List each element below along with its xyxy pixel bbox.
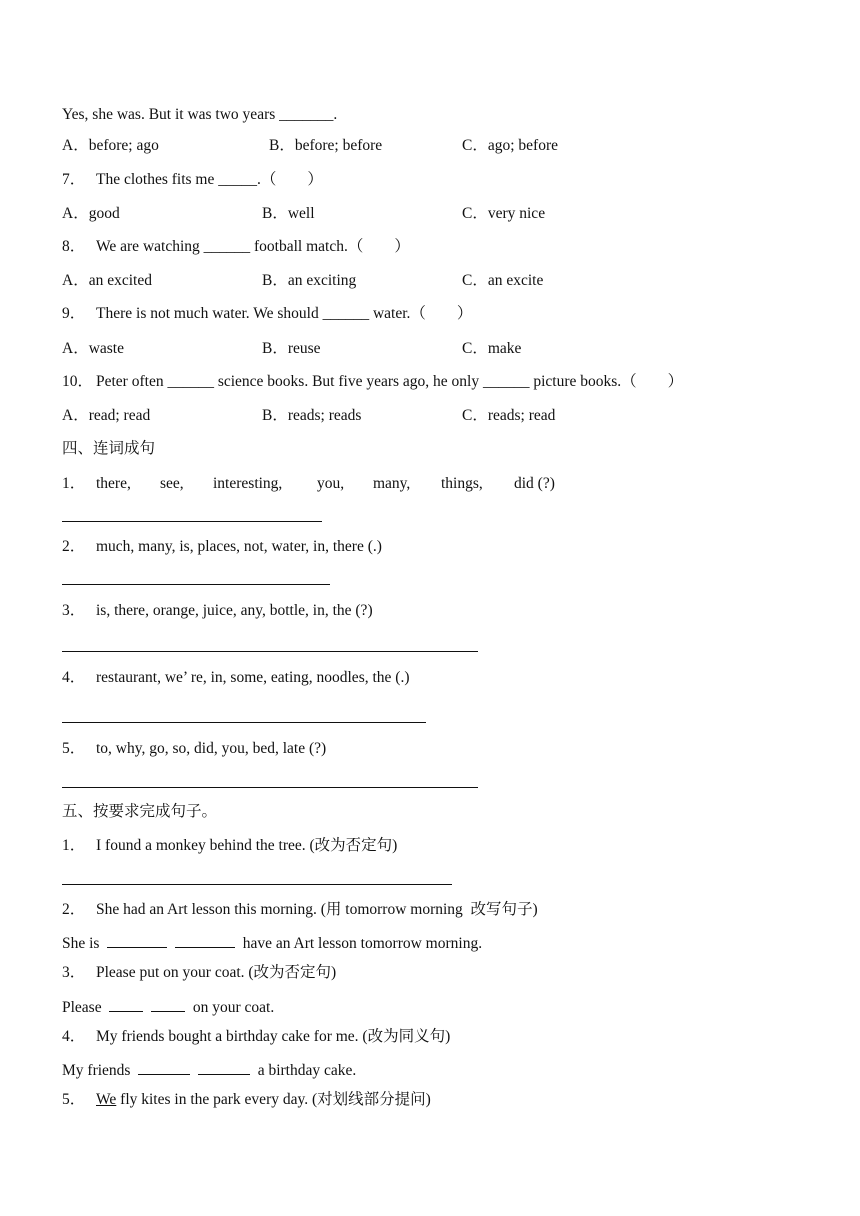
- question-10: [62, 372, 683, 392]
- blank[interactable]: [107, 932, 167, 948]
- q9-option-c: C．make: [462, 340, 522, 357]
- question-text: restaurant, we’ re, in, some, eating, noodles, the (.): [96, 669, 410, 686]
- q8-option-a: A．an excited: [62, 272, 152, 289]
- question-text: I found a monkey behind the tree. (改为否定句): [96, 837, 398, 854]
- question-number: 8．: [62, 238, 86, 255]
- s4-question-4: [62, 668, 409, 688]
- answer-suffix: a birthday cake.: [257, 1062, 357, 1079]
- q8-option-c: C．an excite: [462, 272, 544, 289]
- s4-question-3: [62, 601, 373, 621]
- q9-option-b: B．reuse: [262, 340, 321, 357]
- word: interesting,: [213, 475, 283, 492]
- question-8: [62, 237, 410, 257]
- s5-question-3: [62, 963, 336, 983]
- q10-option-a: A．read; read: [62, 407, 151, 424]
- word: there,: [96, 475, 131, 492]
- s5-question-4: [62, 1027, 450, 1047]
- answer-line[interactable]: [62, 584, 330, 585]
- question-number: 9．: [62, 305, 86, 322]
- question-text: We are watching ______ football match.（ ）: [96, 238, 410, 255]
- question-text: to, why, go, so, did, you, bed, late (?): [96, 740, 327, 757]
- q7-option-b: B．well: [262, 205, 315, 222]
- question-text: The clothes fits me _____.（ ）: [96, 171, 323, 188]
- word: did (?): [514, 475, 555, 492]
- answer-suffix: have an Art lesson tomorrow morning.: [242, 935, 483, 952]
- q6-option-a: A．before; ago: [62, 137, 159, 154]
- s4-question-5: [62, 739, 326, 759]
- question-text: much, many, is, places, not, water, in, there (.): [96, 538, 382, 555]
- word: you,: [317, 475, 345, 492]
- question-number: 4．: [62, 1028, 86, 1045]
- q8-option-b: B．an exciting: [262, 272, 357, 289]
- answer-suffix: on your coat.: [192, 999, 275, 1016]
- s5-question-5: [62, 1090, 431, 1110]
- question-number: 2．: [62, 901, 86, 918]
- answer-line[interactable]: [62, 722, 426, 723]
- blank[interactable]: [138, 1059, 190, 1075]
- word: many,: [373, 475, 411, 492]
- blank[interactable]: [198, 1059, 250, 1075]
- answer-prefix: She is: [62, 935, 100, 952]
- word: things,: [441, 475, 483, 492]
- answer-line[interactable]: [62, 521, 322, 522]
- s5-answer-3: [62, 996, 274, 1018]
- s5-question-1: [62, 836, 397, 856]
- s5-question-2: [62, 900, 538, 920]
- question-text: There is not much water. We should ______ water.（ ）: [96, 305, 473, 322]
- question-text: is, there, orange, juice, any, bottle, in, the (?): [96, 602, 373, 619]
- underlined-word: We: [96, 1091, 117, 1108]
- blank[interactable]: [175, 932, 235, 948]
- question-number: 2．: [62, 538, 86, 555]
- question-text: Please put on your coat. (改为否定句): [96, 964, 337, 981]
- q6-option-c: C．ago; before: [462, 137, 558, 154]
- question-number: 7．: [62, 171, 86, 188]
- question-number: 4．: [62, 669, 86, 686]
- section-4-title: 四、连词成句: [62, 440, 156, 457]
- question-number: 1．: [62, 837, 86, 854]
- question-number: 3．: [62, 964, 86, 981]
- question-text: fly kites in the park every day. (对划线部分提问): [116, 1091, 431, 1108]
- question-7: [62, 170, 323, 190]
- s4-question-1: [62, 474, 562, 494]
- s5-answer-2: [62, 932, 482, 954]
- question-9: [62, 304, 472, 324]
- answer-line[interactable]: [62, 884, 452, 885]
- answer-prefix: My friends: [62, 1062, 131, 1079]
- question-number: 3．: [62, 602, 86, 619]
- question-number: 5．: [62, 1091, 86, 1108]
- question-number: 1．: [62, 475, 86, 492]
- q7-option-a: A．good: [62, 205, 120, 222]
- s5-answer-4: [62, 1059, 356, 1081]
- word: see,: [160, 475, 184, 492]
- question-text: My friends bought a birthday cake for me. (改为同义句): [96, 1028, 451, 1045]
- s4-question-2: [62, 537, 382, 557]
- question-number: 10．: [62, 373, 94, 390]
- q6-answer-line: Yes, she was. But it was two years _______.: [62, 106, 338, 123]
- q10-option-c: C．reads; read: [462, 407, 556, 424]
- q7-option-c: C．very nice: [462, 205, 546, 222]
- question-text: She had an Art lesson this morning. (用 tomorrow morning 改写句子): [96, 901, 538, 918]
- blank[interactable]: [151, 996, 185, 1012]
- q6-option-b: B．before; before: [269, 137, 383, 154]
- question-text: Peter often ______ science books. But five years ago, he only ______ picture books.（ ）: [96, 373, 684, 390]
- answer-line[interactable]: [62, 787, 478, 788]
- section-5-title: 五、按要求完成句子。: [62, 803, 218, 820]
- question-number: 5．: [62, 740, 86, 757]
- answer-prefix: Please: [62, 999, 102, 1016]
- q10-option-b: B．reads; reads: [262, 407, 362, 424]
- q9-option-a: A．waste: [62, 340, 124, 357]
- answer-line[interactable]: [62, 651, 478, 652]
- blank[interactable]: [109, 996, 143, 1012]
